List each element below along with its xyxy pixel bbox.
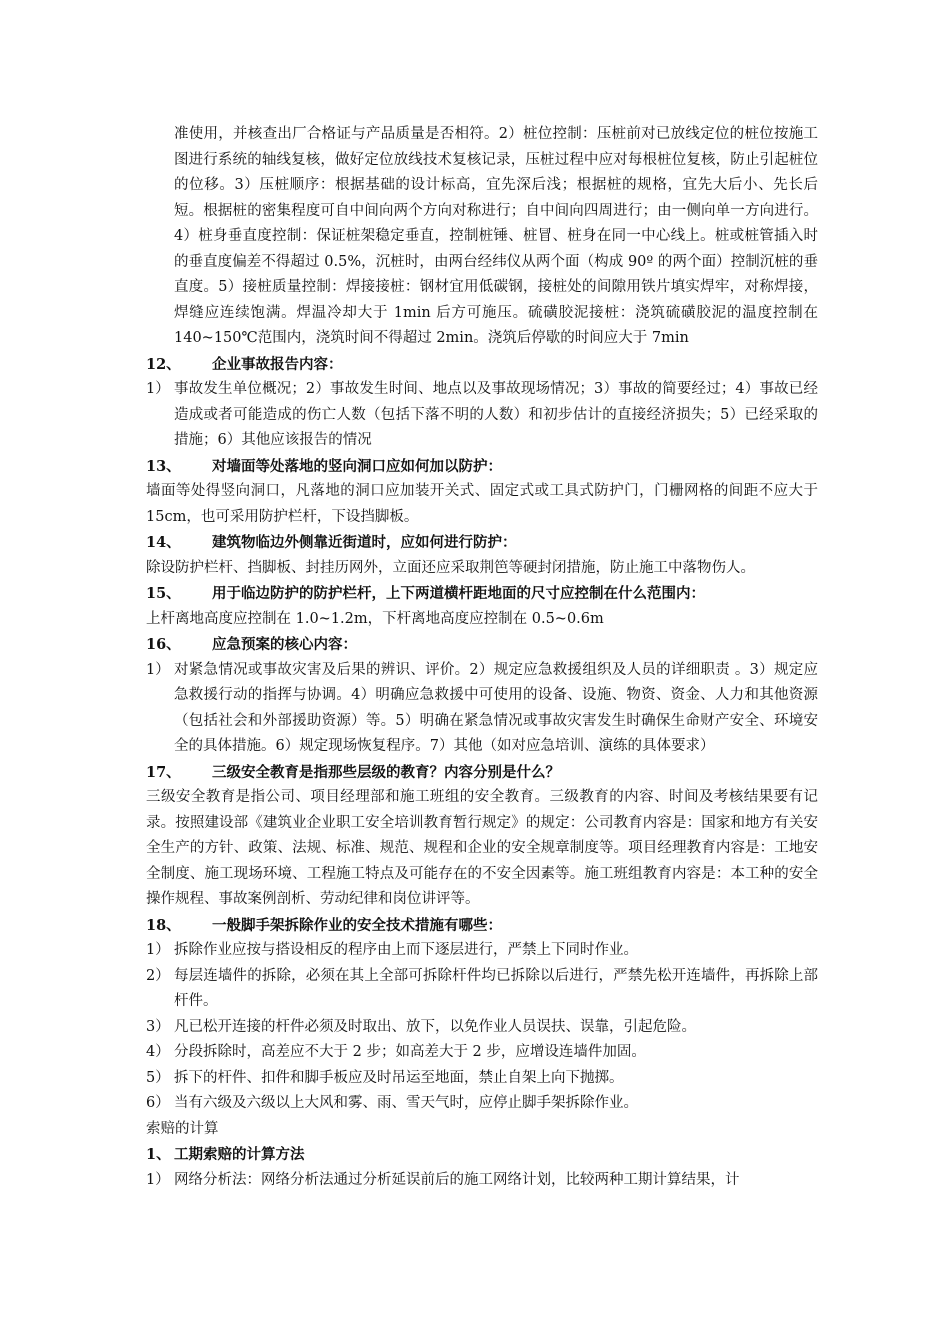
list-item [146,1040,818,1066]
list-item-number: 1） [146,381,170,397]
question-12-heading [146,352,818,378]
question-13-number: 13、 [146,457,181,475]
question-15-heading [146,581,818,607]
list-item-text: 凡已松开连接的杆件必须及时取出、放下，以免作业人员误扶、误靠，引起危险。 [174,1018,696,1035]
claims-subheading-title: 工期索赔的计算方法 [174,1146,305,1163]
question-15-answer: 上杆离地高度应控制在 1.0~1.2m，下杆离地高度应控制在 0.5~0.6m [146,610,604,627]
list-item-number: 1） [146,942,170,958]
list-item-number: 4） [146,1044,170,1060]
list-item-text: 拆除作业应按与搭设相反的程序由上而下逐层进行，严禁上下同时作业。 [174,942,638,958]
list-item [146,1015,818,1041]
question-18-number: 18、 [146,916,181,934]
list-item-text: 拆下的杆件、扣件和脚手板应及时吊运至地面，禁止自架上向下抛掷。 [174,1069,624,1086]
question-13-answer: 墙面等处得竖向洞口，凡落地的洞口应加装开关式、固定式或工具式防护门，门栅网格的间距不应大于 15cm，也可采用防护栏杆，下设挡脚板。 [146,483,818,525]
claims-item [146,1168,818,1194]
list-item-number: 2） [146,967,170,984]
question-16-item [146,658,818,760]
document-body [146,122,818,1193]
question-12-item [146,377,818,454]
question-12-title: 企业事故报告内容： [212,355,343,373]
list-item-text: 分段拆除时，高差应不大于 2 步；如高差大于 2 步，应增设连墙件加固。 [174,1044,646,1060]
question-17-title: 三级安全教育是指那些层级的教育？内容分别是什么？ [212,763,560,781]
continuation-paragraph: 准使用，并核查出厂合格证与产品质量是否相符。2）桩位控制：压桩前对已放线定位的桩位按施工图进行系统的轴线复核，做好定位放线技术复核记录，压桩过程中应对每根桩位复核，防止引起桩位的位移。3）压桩顺序：根据基础的设计标高，宜先深后浅；根据桩的规格，宜先大后小、先长后短。根据桩的密集程度可自中间向两个方向对称进行；自中间向四周进行；由一侧向单一方向进行。4）桩身垂直度控制：保证桩架稳定垂直，控制桩锤、桩冒、桩身在同一中心线上。桩或桩管插入时的垂直度偏差不得超过 0.5%，沉桩时，由两台经纬仪从两个面（构成 90º 的两个面）控制沉桩的垂直度。5）接桩质量控制：焊接接桩：钢材宜用低碳钢，接桩处的间隙用铁片填实焊牢，对称焊接，焊缝应连续饱满。焊温冷却大于 1min 后方可施压。硫磺胶泥接桩：浇筑硫磺胶泥的温度控制在 140~150℃范围内，浇筑时间不得超过 2min。浇筑后停歇的时间应大于 7min [174,126,818,346]
list-item [146,964,818,1015]
question-16-number: 16、 [146,636,181,653]
question-15-title: 用于临边防护的防护栏杆，上下两道横杆距地面的尺寸应控制在什么范围内： [212,585,705,602]
question-18-heading [146,913,818,939]
question-14-heading [146,530,818,556]
list-item-text: 网络分析法：网络分析法通过分析延误前后的施工网络计划，比较两种工期计算结果，计 [174,1171,740,1188]
question-15-number: 15、 [146,585,181,602]
list-item [146,1066,818,1092]
list-item-number: 1） [146,661,170,678]
section-title-claims: 索赔的计算 [146,1120,219,1137]
question-12-number: 12、 [146,355,181,373]
question-13-heading [146,454,818,480]
claims-subheading [146,1142,818,1168]
question-14-answer: 除设防护栏杆、挡脚板、封挂历网外，立面还应采取荆笆等硬封闭措施，防止施工中落物伤人。 [146,559,755,576]
question-14-number: 14、 [146,534,181,551]
question-17-answer: 三级安全教育是指公司、项目经理部和施工班组的安全教育。三级教育的内容、时间及考核结果要有记录。按照建设部《建筑业企业职工安全培训教育暂行规定》的规定：公司教育内容是：国家和地方有关安全生产的方针、政策、法规、标准、规范、规程和企业的安全规章制度等。项目经理教育内容是：工地安全制度、施工现场环境、工程施工特点及可能存在的不安全因素等。施工班组教育内容是：本工种的安全操作规程、事故案例剖析、劳动纪律和岗位讲评等。 [146,789,818,907]
question-17-number: 17、 [146,763,181,781]
question-17-heading [146,760,818,786]
list-item [146,1091,818,1117]
list-item-text: 事故发生单位概况；2）事故发生时间、地点以及事故现场情况；3）事故的简要经过；4）事故已经造成或者可能造成的伤亡人数（包括下落不明的人数）和初步估计的直接经济损失；5）已经采取的措施；6）其他应该报告的情况 [174,381,818,448]
question-16-heading [146,632,818,658]
list-item-number: 5） [146,1069,170,1086]
list-item-text: 每层连墙件的拆除，必须在其上全部可拆除杆件均已拆除以后进行，严禁先松开连墙件，再拆除上部杆件。 [174,967,818,1009]
question-18-title: 一般脚手架拆除作业的安全技术措施有哪些： [212,916,502,934]
question-14-title: 建筑物临边外侧靠近街道时，应如何进行防护： [212,534,517,551]
list-item-text: 当有六级及六级以上大风和雾、雨、雪天气时，应停止脚手架拆除作业。 [174,1095,638,1111]
list-item-number: 6） [146,1095,170,1111]
list-item-text: 对紧急情况或事故灾害及后果的辨识、评价。2）规定应急救援组织及人员的详细职责 。3）规定应急救援行动的指挥与协调。4）明确应急救援中可使用的设备、设施、物资、资金、人力和其他资源（包括社会和外部援助资源）等。5）明确在紧急情况或事故灾害发生时确保生命财产安全、环境安全的具体措施。6）规定现场恢复程序。7）其他（如对应急培训、演练的具体要求） [174,661,818,754]
question-16-title: 应急预案的核心内容： [212,636,357,653]
list-item-number: 3） [146,1018,170,1035]
question-13-title: 对墙面等处落地的竖向洞口应如何加以防护： [212,457,502,475]
list-item-number: 1） [146,1171,170,1188]
claims-subheading-number: 1、 [146,1146,171,1163]
list-item [146,938,818,964]
